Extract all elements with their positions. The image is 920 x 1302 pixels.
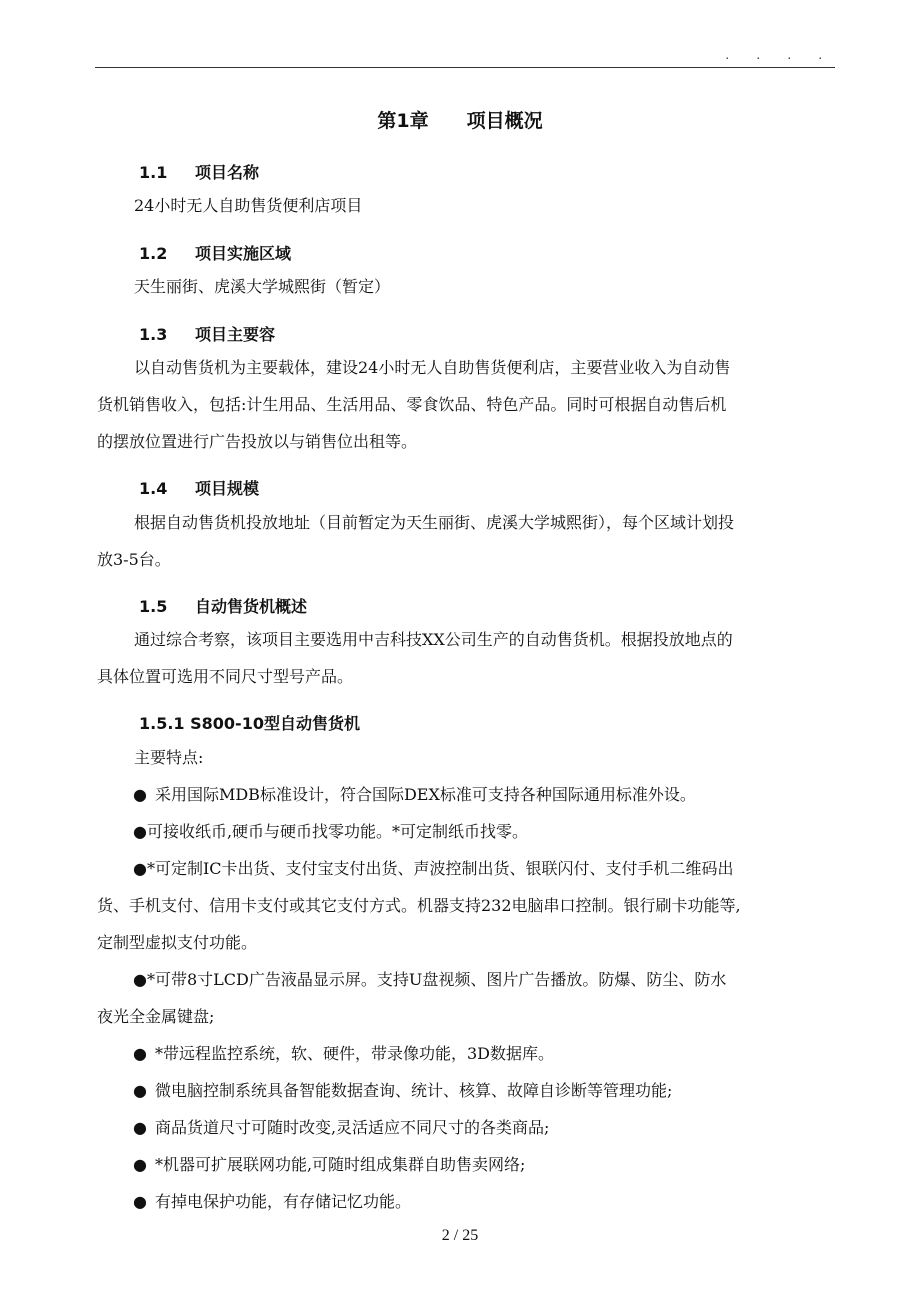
section-title: 项目名称 [195, 163, 260, 182]
header-dots: . . . . [725, 48, 834, 63]
bullet-dot-icon: ● [133, 785, 147, 804]
chapter-heading [0, 106, 920, 133]
section-heading-1-5 [139, 594, 307, 617]
subsection-heading-1-5-1: 1.5.1 S800-10型自动售货机 [139, 714, 360, 733]
section-number: 1.2 [139, 244, 168, 263]
bullet-item: ● *带远程监控系统，软、硬件，带录像功能，3D数据库。 [133, 1044, 554, 1063]
section-title: 项目规模 [195, 479, 260, 498]
bullet-item: ● 微电脑控制系统具备智能数据查询、统计、核算、故障自诊断等管理功能; [133, 1081, 673, 1100]
bullet-continuation: 夜光全金属键盘; [97, 1007, 215, 1026]
section-heading-1-2 [139, 241, 291, 264]
bullet-continuation: 货、手机支付、信用卡支付或其它支付方式。机器支持232电脑串口控制。银行刷卡功能等, [97, 896, 741, 915]
bullet-dot-icon: ● [133, 859, 147, 878]
paragraph-line: 具体位置可选用不同尺寸型号产品。 [97, 667, 354, 686]
paragraph-line: 货机销售收入，包括:计生用品、生活用品、零食饮品、特色产品。同时可根据自动售后机 [97, 395, 727, 414]
bullet-dot-icon: ● [133, 1192, 147, 1211]
paragraph-line: 放3-5台。 [97, 550, 171, 569]
paragraph-project-name: 24小时无人自助售货便利店项目 [134, 196, 363, 215]
features-label: 主要特点: [134, 748, 204, 767]
section-heading-1-3 [139, 322, 275, 345]
section-number: 1.3 [139, 325, 168, 344]
paragraph-line: 以自动售货机为主要载体，建设24小时无人自助售货便利店，主要营业收入为自动售 [134, 358, 731, 377]
paragraph-line: 根据自动售货机投放地址（目前暂定为天生丽街、虎溪大学城熙街），每个区域计划投 [134, 513, 735, 532]
paragraph-line: 通过综合考察，该项目主要选用中吉科技XX公司生产的自动售货机。根据投放地点的 [134, 630, 733, 649]
section-number: 1.4 [139, 479, 168, 498]
paragraph-project-area: 天生丽街、虎溪大学城熙街（暂定） [134, 277, 391, 296]
section-title: 自动售货机概述 [195, 597, 308, 616]
section-heading-1-1 [139, 160, 259, 183]
section-title: 项目实施区域 [195, 244, 292, 263]
bullet-item: ● 有掉电保护功能，有存储记忆功能。 [133, 1192, 411, 1211]
bullet-continuation: 定制型虚拟支付功能。 [97, 933, 258, 952]
bullet-item: ●*可定制IC卡出货、支付宝支付出货、声波控制出货、银联闪付、支付手机二维码出 [133, 859, 734, 878]
bullet-item: ● 商品货道尺寸可随时改变,灵活适应不同尺寸的各类商品; [133, 1118, 550, 1137]
section-number: 1.5 [139, 597, 168, 616]
section-heading-1-4 [139, 476, 259, 499]
header-rule [95, 67, 835, 68]
bullet-item: ● 采用国际MDB标准设计，符合国际DEX标准可支持各种国际通用标准外设。 [133, 785, 696, 804]
page-number: 2 / 25 [441, 1227, 479, 1244]
section-number: 1.1 [139, 163, 168, 182]
chapter-title: 项目概况 [466, 110, 543, 132]
bullet-dot-icon: ● [133, 1155, 147, 1174]
bullet-dot-icon: ● [133, 822, 147, 841]
chapter-number: 第1章 [377, 110, 429, 132]
section-title: 项目主要容 [195, 325, 276, 344]
bullet-dot-icon: ● [133, 1081, 147, 1100]
bullet-item: ●可接收纸币,硬币与硬币找零功能。*可定制纸币找零。 [133, 822, 529, 841]
bullet-item: ● *机器可扩展联网功能,可随时组成集群自助售卖网络; [133, 1155, 526, 1174]
bullet-dot-icon: ● [133, 1118, 147, 1137]
bullet-item: ●*可带8寸LCD广告液晶显示屏。支持U盘视频、图片广告播放。防爆、防尘、防水 [133, 970, 727, 989]
paragraph-line: 的摆放位置进行广告投放以与销售位出租等。 [97, 432, 418, 451]
bullet-dot-icon: ● [133, 1044, 147, 1063]
bullet-dot-icon: ● [133, 970, 147, 989]
